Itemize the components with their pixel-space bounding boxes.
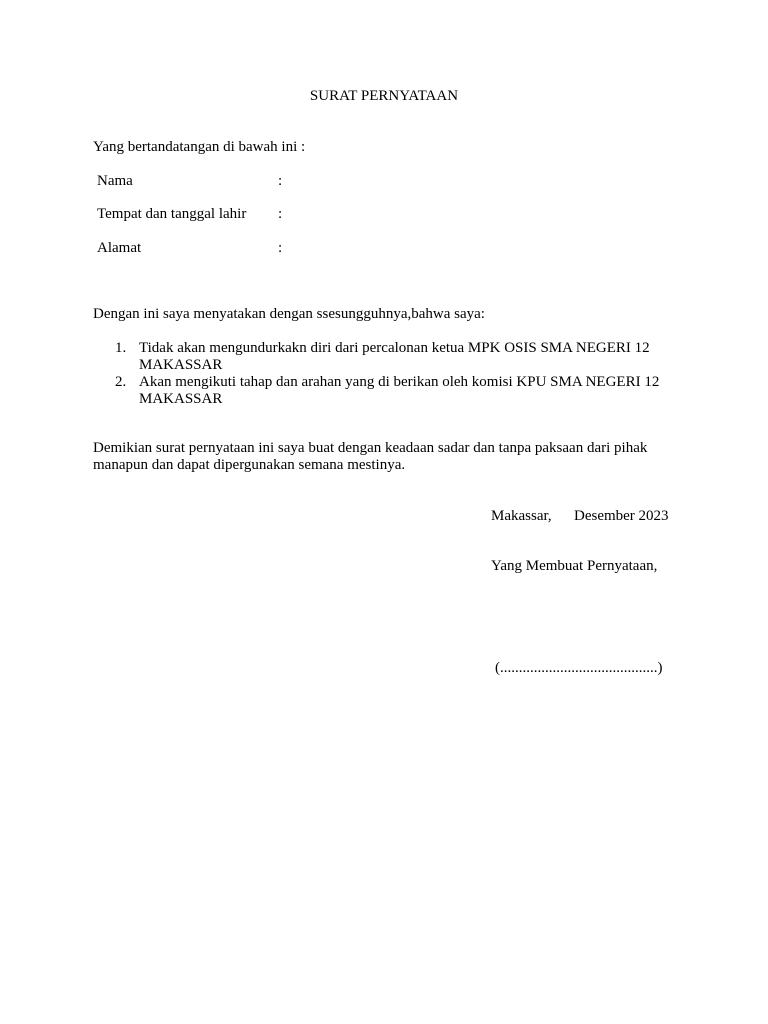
field-colon: : [278,206,283,222]
list-number: 1. [115,340,127,356]
field-colon: : [278,240,283,256]
place-text: Makassar, [491,508,552,524]
field-label: Tempat dan tanggal lahir [97,206,247,222]
field-row-tempat-tanggal-lahir [97,206,282,223]
maker-label: Yang Membuat Pernyataan, [491,558,658,574]
intro-text: Yang bertandatangan di bawah ini : [93,139,306,155]
date-text: Desember 2023 [574,508,669,524]
closing-paragraph: Demikian surat pernyataan ini saya buat dengan keadaan sadar dan tanpa paksaan dari pihak manapun dan dapat dipergunakan semana mestinya. [93,440,648,473]
field-colon: : [278,173,283,189]
list-item [93,374,693,408]
signature-line: (..........................................) [495,660,663,676]
statement-list [93,340,693,408]
statement-text: Dengan ini saya menyatakan dengan ssesungguhnya,bahwa saya: [93,306,485,322]
field-row-alamat [97,240,282,257]
list-item-text: Akan mengikuti tahap dan arahan yang di berikan oleh komisi KPU SMA NEGERI 12 MAKASSAR [139,374,660,407]
field-row-nama [97,173,282,190]
list-item [93,340,693,374]
date-line [491,508,669,525]
field-label: Alamat [97,240,142,256]
document-title: SURAT PERNYATAAN [309,88,459,104]
list-number: 2. [115,374,127,390]
list-item-text: Tidak akan mengundurkakn diri dari percalonan ketua MPK OSIS SMA NEGERI 12 MAKASSAR [139,340,650,373]
field-label: Nama [97,173,133,189]
